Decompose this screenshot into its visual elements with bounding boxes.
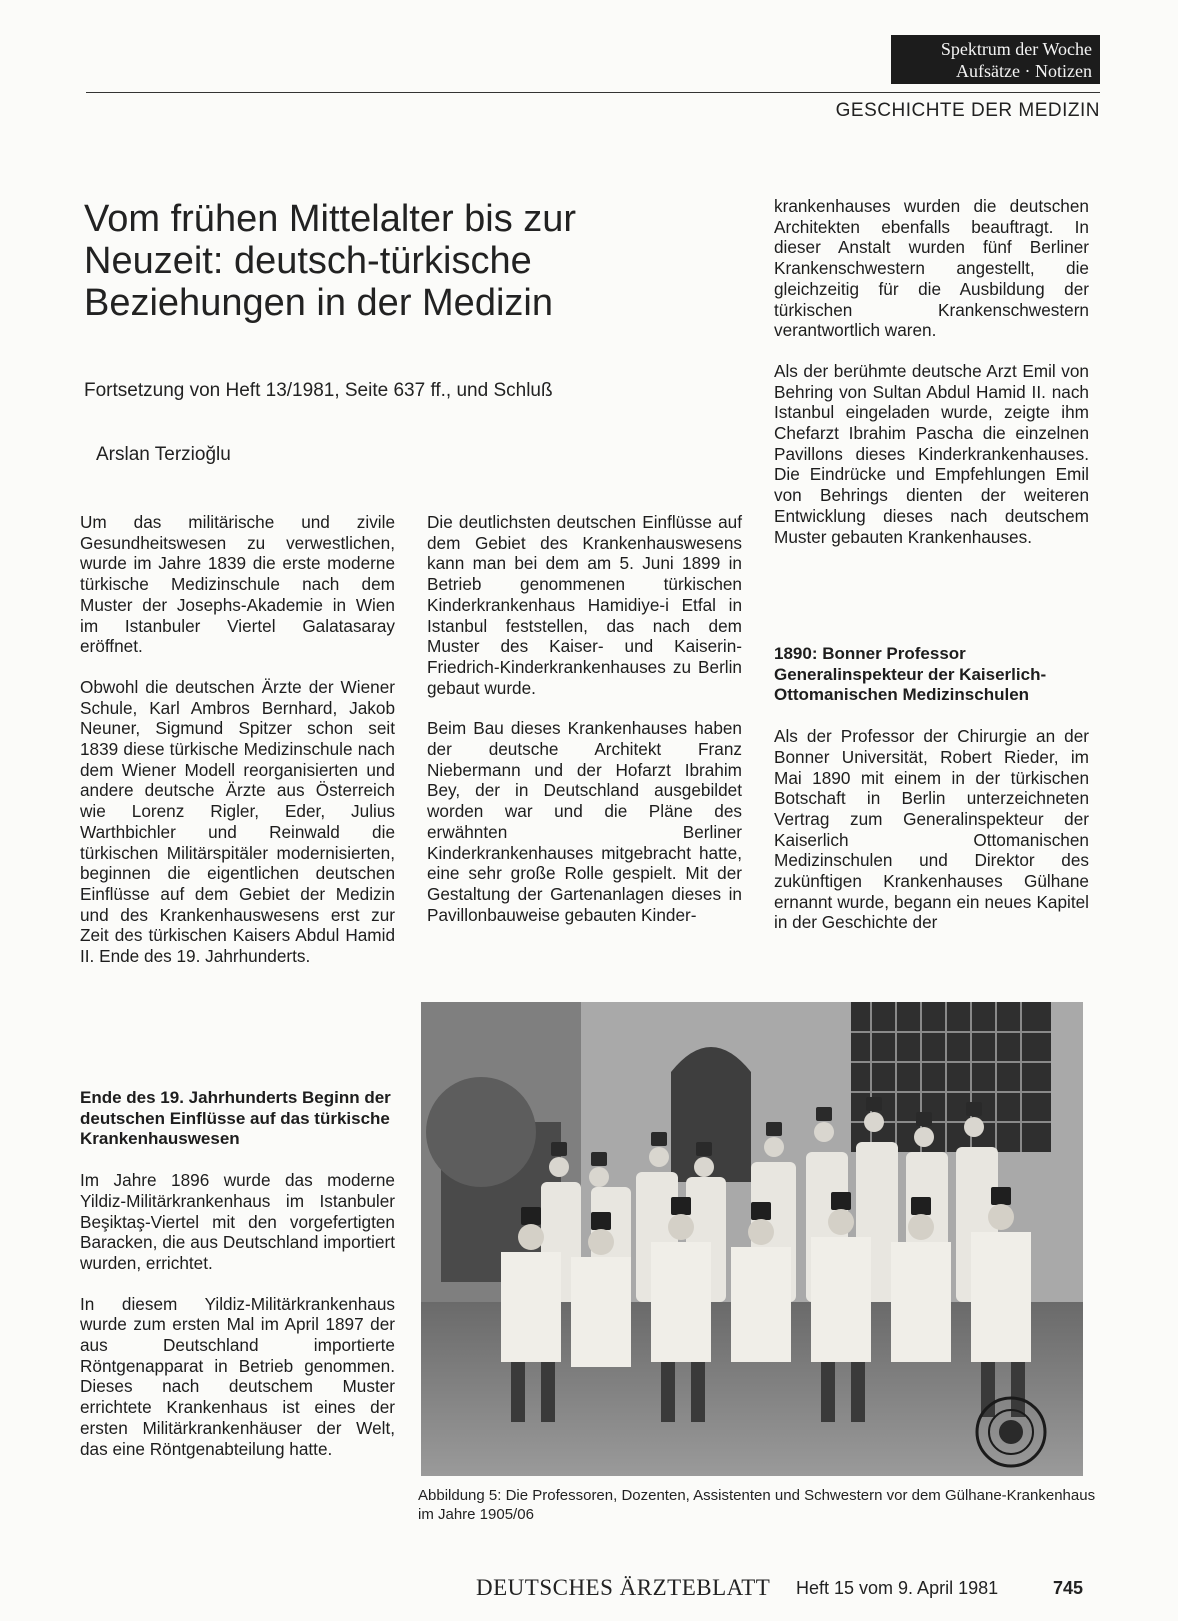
article-author: Arslan Terzioğlu (96, 444, 231, 465)
section-label: GESCHICHTE DER MEDIZIN (835, 100, 1100, 121)
column-3 (774, 196, 1089, 567)
historical-group-photo (421, 1002, 1083, 1476)
paragraph: Die deutlichsten deutschen Einflüsse auf dem Gebiet des Krankenhauswesens kann man bei dem am 5. Juni 1899 in Betrieb genommenen türkischen Kinderkrankenhaus Hamidiye-i Etfal in Istanbul feststellen, das nach dem Muster des Kaiser- und Kaiserin-Friedrich-Kinderkrankenhauses zu Berlin gebaut wurde. (427, 512, 742, 698)
issue-info: Heft 15 vom 9. April 1981 (796, 1578, 999, 1598)
paragraph: Beim Bau dieses Krankenhauses haben der deutsche Architekt Franz Niebermann und der Hofarzt Ibrahim Bey, der in Deutschland ausgebildet worden war und die Pläne des erwähnten Berliner Kinderkrankenhauses mitgebracht hatte, eine sehr große Rolle gespielt. Mit der Gestaltung der Gartenanlagen dieses in Pavillonbauweise gebauten Kinder- (427, 718, 742, 925)
article-title: Vom frühen Mittelalter bis zur Neuzeit: deutsch-türkische Beziehungen in der Medizin (84, 198, 577, 324)
paragraph: Als der Professor der Chirurgie an der Bonner Universität, Robert Rieder, im Mai 1890 mit einem in der türkischen Botschaft in Berlin unterzeichneten Vertrag zum Generalinspekteur der Kaiserlich Ottomanischen Medizinschulen und Direktor des zukünftigen Krankenhauses Gülhane ernannt wurde, begann ein neues Kapitel in der Geschichte der (774, 726, 1089, 933)
page-number: 745 (1053, 1578, 1084, 1598)
paragraph: Als der berühmte deutsche Arzt Emil von Behring von Sultan Abdul Hamid II. nach Istanbul eingeladen wurde, zeigte ihm Chefarzt Ibrahim Pascha die einzelnen Pavillons dieses Kinderkrankenhauses. Die Eindrücke und Empfehlungen Emil von Behrings dienten der weiteren Entwicklung dieses nach deutschem Muster gebauten Krankenhauses. (774, 360, 1089, 547)
column-1 (80, 512, 395, 987)
badge-line-2: Aufsätze · Notizen (956, 61, 1092, 81)
section-badge (891, 35, 1100, 84)
paragraph: krankenhauses wurden die deutschen Architekten ebenfalls beauftragt. In dieser Anstalt wurden fünf Berliner Krankenschwestern angestellt, die gleichzeitig für die Ausbildung der türkischen Krankenschwestern verantwortlich waren. (774, 196, 1089, 341)
column-3-lower (774, 644, 1089, 953)
section-heading: Ende des 19. Jahrhunderts Beginn der deutschen Einflüsse auf das türkische Krankenhauswesen (80, 1088, 391, 1149)
journal-name: DEUTSCHES ÄRZTEBLATT (476, 1575, 771, 1600)
article-subtitle: Fortsetzung von Heft 13/1981, Seite 637 ff., und Schluß (84, 380, 553, 401)
badge-line-1: Spektrum der Woche (940, 39, 1092, 59)
figure-caption: Abbildung 5: Die Professoren, Dozenten, Assistenten und Schwestern vor dem Gülhane-Krankenhaus im Jahre 1905/06 (418, 1487, 1096, 1523)
paragraph: Obwohl die deutschen Ärzte der Wiener Schule, Karl Ambros Bernhard, Jakob Neuner, Sigmund Spitzer schon seit 1839 diese türkische Medizinschule nach dem Wiener Modell reorganisierten und andere deutsche Ärzte aus Österreich wie Lorenz Rigler, Eder, Julius Warthbichler und Reinwald die türkischen Militärspitäler modernisierten, beginnen die eigentlichen deutschen Einflüsse auf dem Gebiet der Medizin und des Krankenhauswesens erst zur Zeit des türkischen Kaisers Abdul Hamid II. Ende des 19. Jahrhunderts. (80, 676, 395, 967)
column-2 (427, 512, 742, 945)
group-photo-illustration (421, 1002, 1083, 1476)
paragraph: Im Jahre 1896 wurde das moderne Yildiz-Militärkrankenhaus im Istanbuler Beşiktaş-Viertel mit den vorgefertigten Baracken, die aus Deutschland importiert wurden, errichtet. (80, 1170, 395, 1273)
paragraph: Um das militärische und zivile Gesundheitswesen zu verwestlichen, wurde im Jahre 1839 die erste moderne türkische Medizinschule nach dem Muster der Josephs-Akademie in Wien im Istanbuler Viertel Galatasaray eröffnet. (80, 512, 395, 657)
column-1-lower (80, 1088, 395, 1479)
section-heading: 1890: Bonner Professor Generalinspekteur der Kaiserlich-Ottomanischen Medizinschulen (774, 644, 1047, 705)
paragraph: In diesem Yildiz-Militärkrankenhaus wurde zum ersten Mal im April 1897 der aus Deutschland importierte Röntgenapparat in Betrieb genommen. Dieses nach deutschem Muster errichtete Krankenhaus ist eines der ersten Militärkrankenhäuser der Welt, das eine Röntgenabteilung hatte. (80, 1293, 395, 1459)
header-rule (86, 92, 1100, 93)
